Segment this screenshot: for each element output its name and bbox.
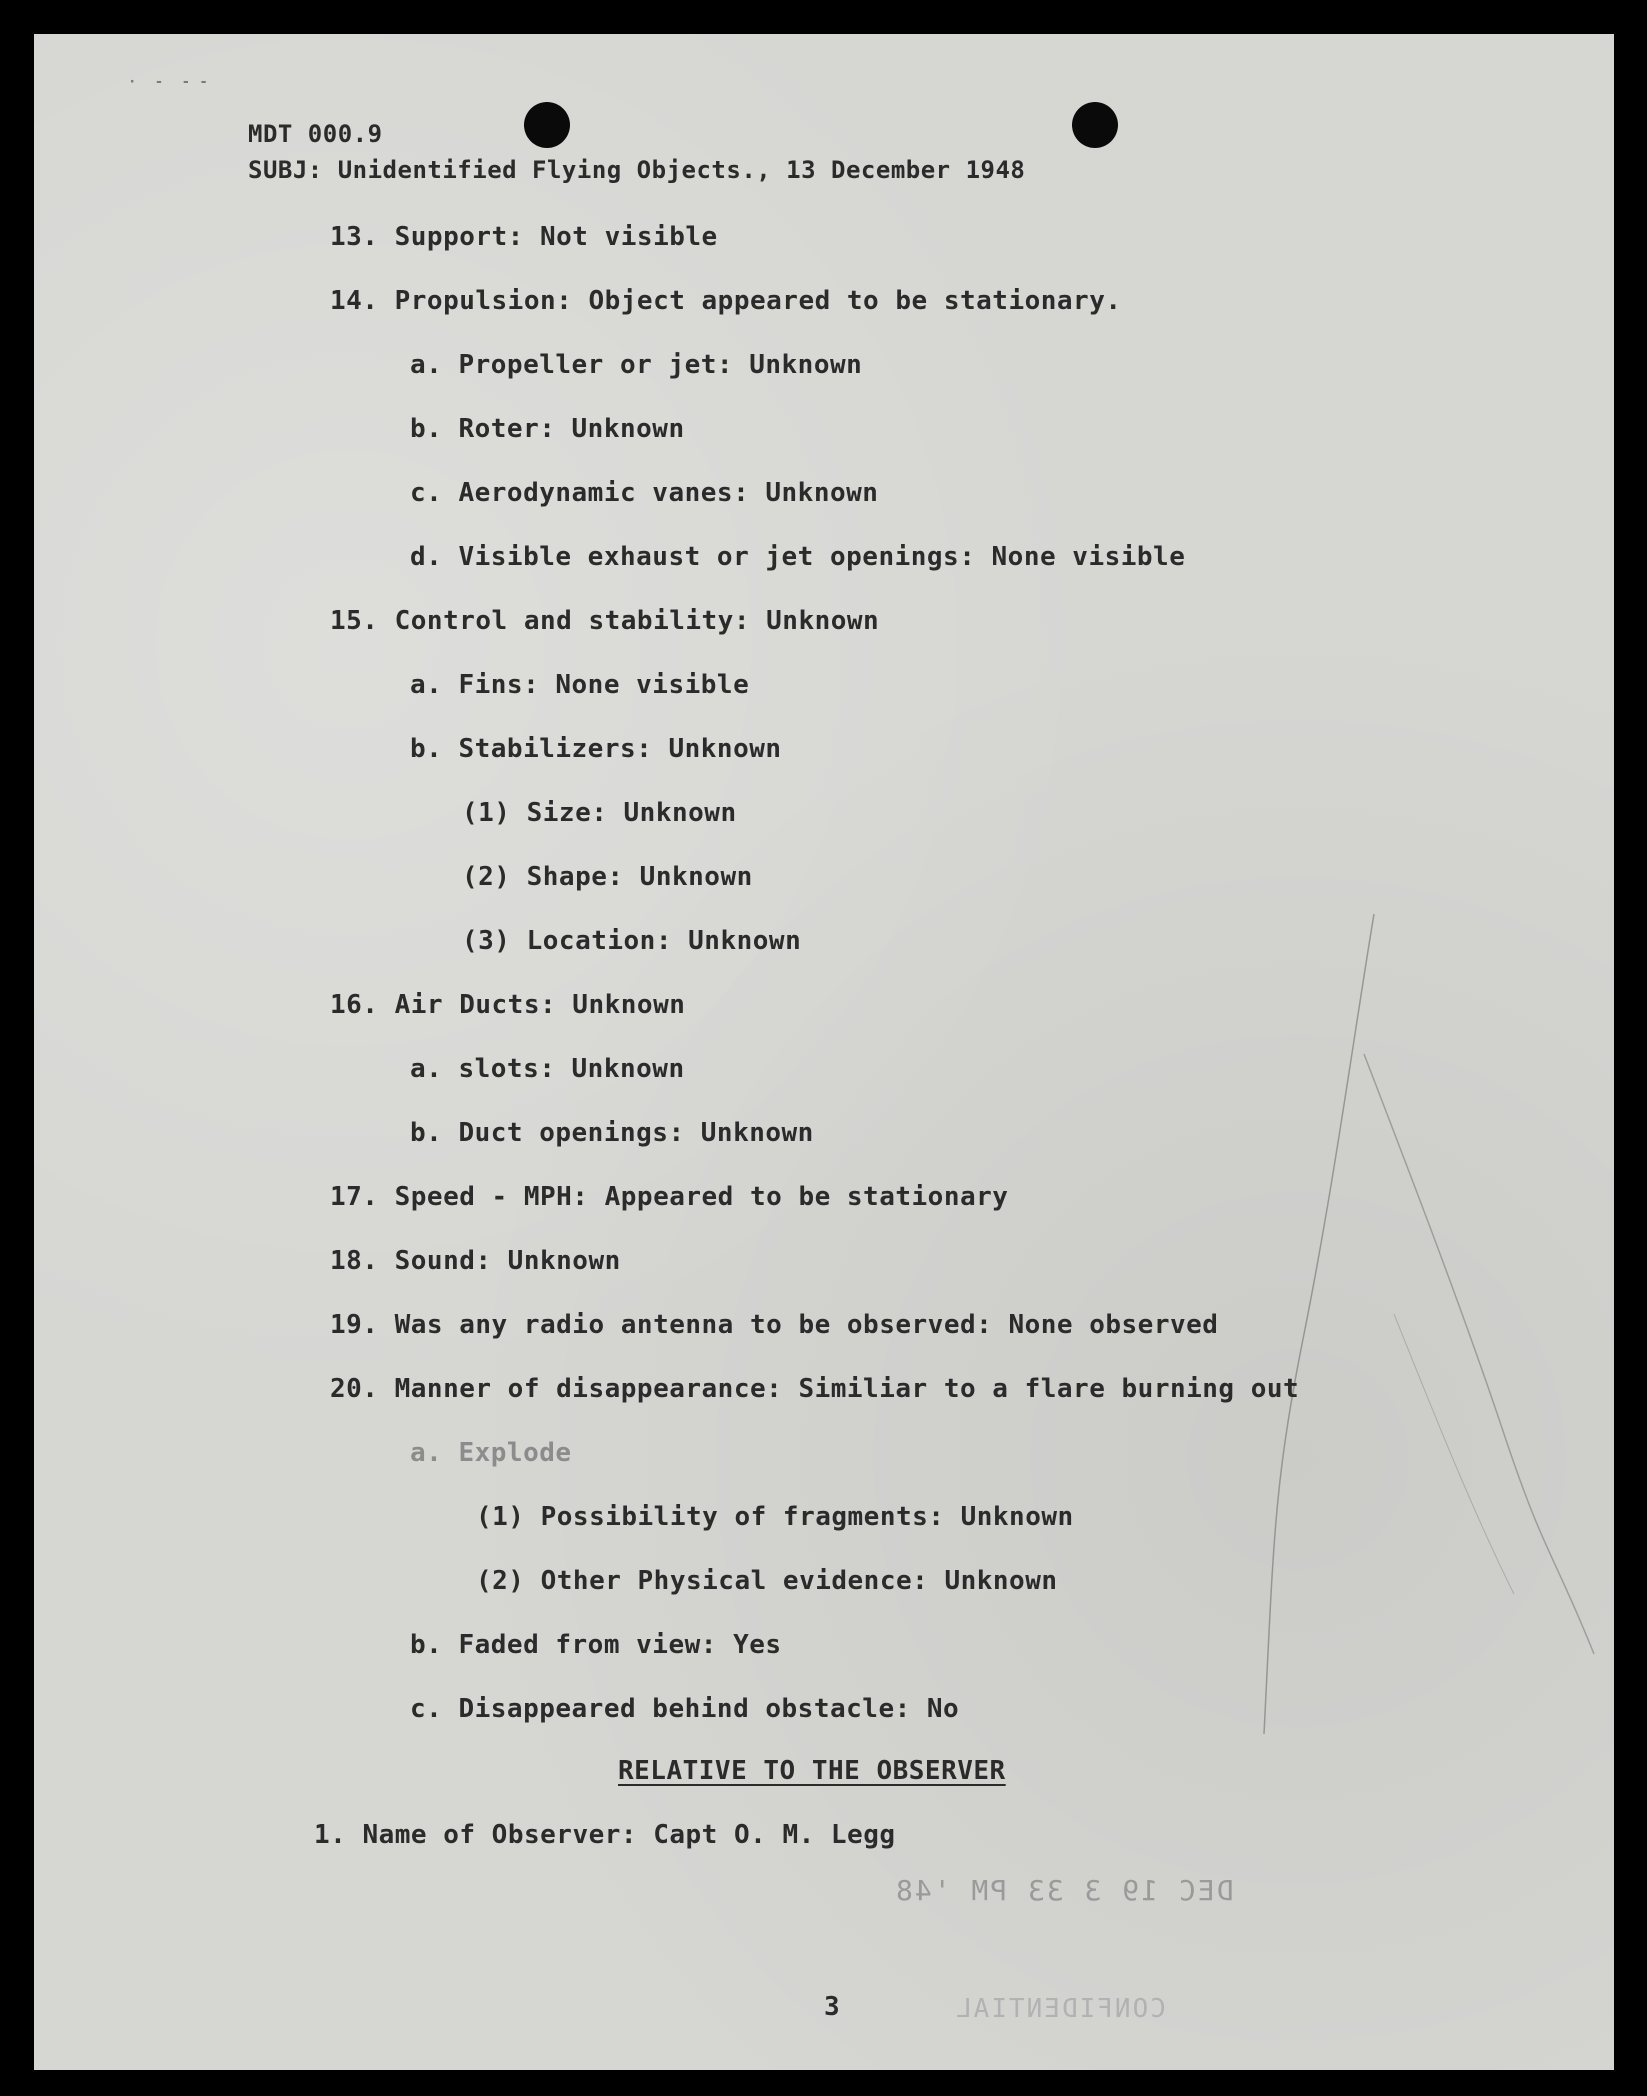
item-16a-slots: a. slots: Unknown: [410, 1054, 685, 1084]
item-14-propulsion: 14. Propulsion: Object appeared to be stationary.: [330, 286, 1122, 316]
item-20a1-fragments: (1) Possibility of fragments: Unknown: [476, 1502, 1074, 1532]
item-19-radio-antenna: 19. Was any radio antenna to be observed: None observed: [330, 1310, 1219, 1340]
item-14a-propeller: a. Propeller or jet: Unknown: [410, 350, 863, 380]
item-20a2-physical-evidence: (2) Other Physical evidence: Unknown: [476, 1566, 1058, 1596]
item-14c-vanes: c. Aerodynamic vanes: Unknown: [410, 478, 879, 508]
bleed-through-stamp: CONFIDENTIAL: [954, 1994, 1166, 2024]
corner-marks: · ‑ ‑ ‑: [128, 74, 209, 90]
item-20a-explode: a. Explode: [410, 1438, 572, 1468]
item-16-air-ducts: 16. Air Ducts: Unknown: [330, 990, 686, 1020]
item-15b1-size: (1) Size: Unknown: [462, 798, 737, 828]
item-20-disappearance: 20. Manner of disappearance: Similiar to a flare burning out: [330, 1374, 1300, 1404]
item-16b-duct-openings: b. Duct openings: Unknown: [410, 1118, 814, 1148]
item-15b2-shape: (2) Shape: Unknown: [462, 862, 753, 892]
page-number: 3: [824, 1992, 841, 2022]
item-15a-fins: a. Fins: None visible: [410, 670, 750, 700]
punch-hole-right: [1072, 102, 1118, 148]
item-13-support: 13. Support: Not visible: [330, 222, 718, 252]
section-heading: RELATIVE TO THE OBSERVER: [618, 1756, 1006, 1786]
received-stamp: DEC 19 3 33 PM '48: [894, 1874, 1234, 1907]
subject-line: SUBJ: Unidentified Flying Objects., 13 December 1948: [248, 156, 1026, 184]
file-reference: MDT 000.9: [248, 120, 383, 148]
item-15-control: 15. Control and stability: Unknown: [330, 606, 880, 636]
item-17-speed: 17. Speed - MPH: Appeared to be stationary: [330, 1182, 1009, 1212]
item-14d-exhaust: d. Visible exhaust or jet openings: None visible: [410, 542, 1186, 572]
item-18-sound: 18. Sound: Unknown: [330, 1246, 621, 1276]
observer-name: 1. Name of Observer: Capt O. M. Legg: [314, 1820, 896, 1850]
item-15b3-location: (3) Location: Unknown: [462, 926, 802, 956]
item-15b-stabilizers: b. Stabilizers: Unknown: [410, 734, 782, 764]
punch-hole-left: [524, 102, 570, 148]
item-14b-rotor: b. Roter: Unknown: [410, 414, 685, 444]
document-page: [34, 34, 1614, 2070]
item-20c-obstacle: c. Disappeared behind obstacle: No: [410, 1694, 960, 1724]
item-20b-faded: b. Faded from view: Yes: [410, 1630, 782, 1660]
